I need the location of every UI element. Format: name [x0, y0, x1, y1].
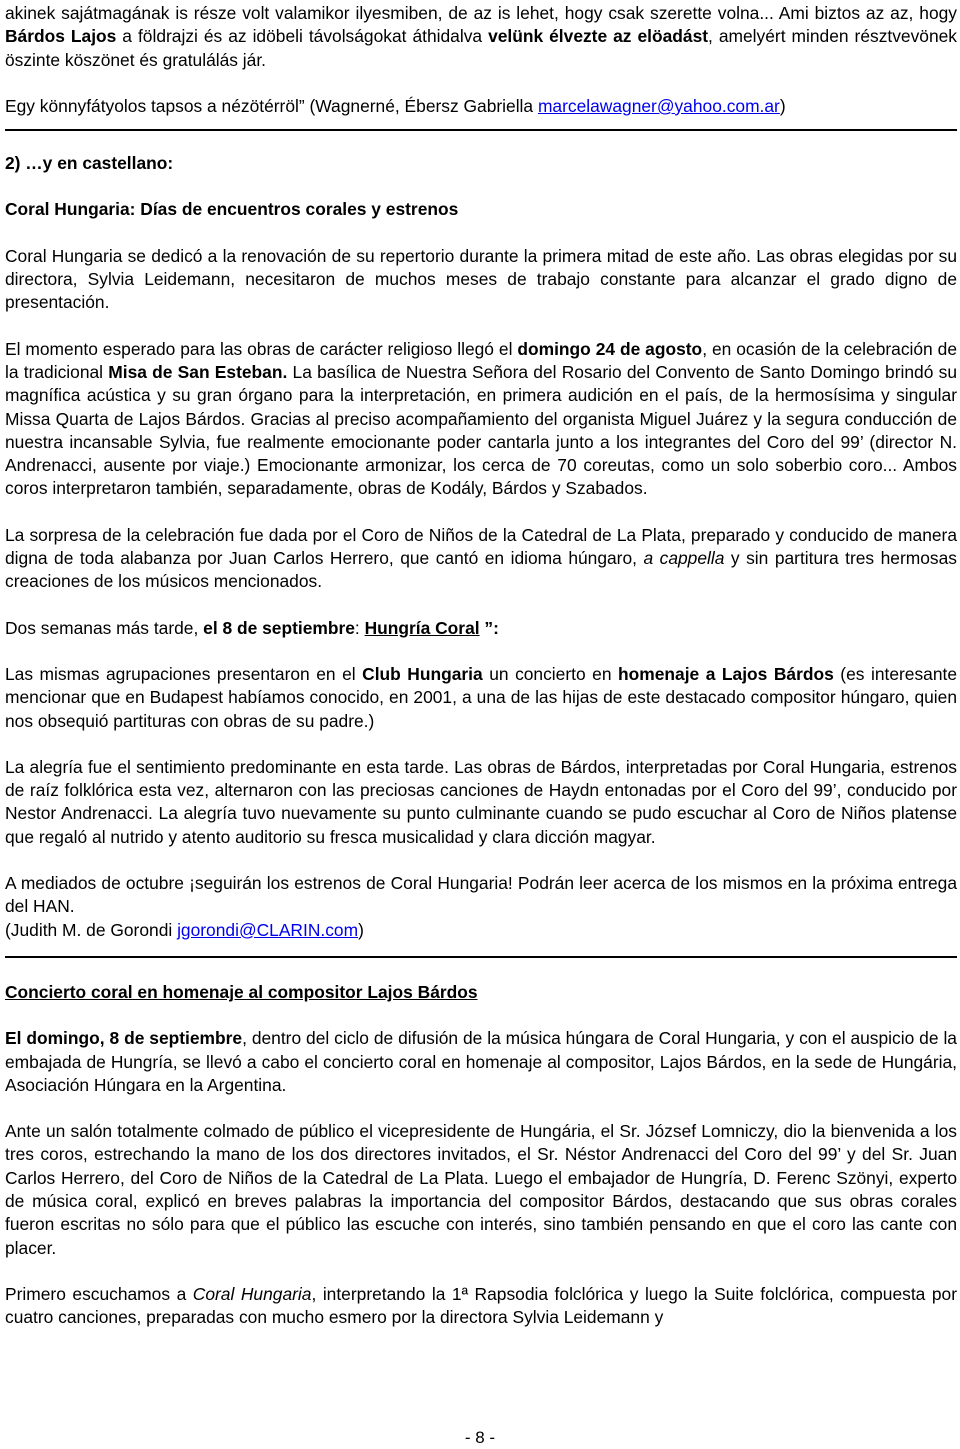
paragraph-hungria-coral	[5, 617, 957, 640]
bold-text: velünk élvezte az elöadást	[488, 26, 709, 47]
heading-text: Concierto coral en homenaje al compositor Lajos Bárdos	[5, 981, 478, 1002]
article-title-concierto	[5, 981, 957, 1004]
paragraph-sorpresa	[5, 524, 957, 594]
text: )	[779, 95, 786, 116]
section-divider	[5, 956, 957, 958]
text: a földrajzi és az idöbeli távolságokat áthidalva	[116, 26, 489, 47]
text: Primero escuchamos a	[5, 1283, 193, 1304]
text: El momento esperado para las obras de carácter religioso llegó el	[5, 338, 518, 359]
text: A mediados de octubre ¡seguirán los estrenos de Coral Hungaria! Podrán leer acerca de los mismos en la próxima entrega del HAN.	[5, 873, 957, 917]
paragraph-club-hungaria	[5, 663, 957, 733]
bold-text: domingo 24 de agosto	[517, 338, 703, 359]
bold-text: Misa de San Esteban.	[108, 361, 288, 382]
signature-gorondi	[5, 919, 957, 942]
newsletter-page	[5, 2, 957, 1329]
text: Las mismas agrupaciones presentaron en el	[5, 663, 363, 684]
text: (es interesante mencionar que en Budapest habíamos conocido, en 2001, a una de las hijas de este destacado compositor húngaro, quien nos obsequió partituras con obras de su padre.)	[5, 663, 958, 731]
text: , en ocasión de la celebración de la tradicional	[5, 338, 957, 382]
italic-text: Coral Hungaria	[192, 1283, 312, 1304]
section-heading-castellano	[5, 152, 957, 175]
text: un concierto en	[482, 663, 619, 684]
text: La basílica de Nuestra Señora del Rosario del Convento de Santo Domingo brindó su magnífica acústica y su gran órgano para la interpretación, en primera audición en el país, de la hermosísima y singular Missa Quarta de Lajos Bárdos. Gracias al preciso acompañamiento del organista Miguel Juárez y la segura conducción de nuestra incansable Sylvia, fue realmente emocionante poder cantarla junto a los integrantes del Coro del 99’ (director N. Andrenacci, ausente por viaje.) Emocionante armonizar, los cerca de 70 coreutas, como un solo soberbio coro... Ambos coros interpretaron también, separadamente, obras de Kodály, Bárdos y Szabados.	[5, 361, 957, 499]
bold-text: ”:	[479, 617, 499, 638]
paragraph-signature-wagner	[5, 95, 957, 118]
heading-text: 2) …y en castellano:	[5, 153, 174, 174]
paragraph-primero	[5, 1283, 957, 1330]
underlined-title: Hungría Coral	[364, 617, 480, 638]
email-link-gorondi[interactable]: jgorondi@CLARIN.com	[177, 919, 359, 940]
section-divider	[5, 129, 957, 131]
text: Dos semanas más tarde,	[5, 617, 204, 638]
paragraph-domingo	[5, 1027, 957, 1097]
text: akinek sajátmagának is része volt valamikor ilyesmiben, de az is lehet, hogy csak szerette volna... Ami biztos az az, hogy	[5, 3, 957, 23]
heading-text: Coral Hungaria: Días de encuentros corales y estrenos	[5, 199, 459, 220]
text: , amelyért minden résztvevönek öszinte köszönet és gratulálás jár.	[5, 26, 957, 70]
email-link-wagner[interactable]: marcelawagner@yahoo.com.ar	[537, 95, 780, 116]
text: :	[354, 617, 365, 638]
text: (Judith M. de Gorondi	[5, 919, 178, 940]
bold-text: homenaje a Lajos Bárdos	[618, 663, 834, 684]
text: )	[358, 919, 364, 940]
text: , dentro del ciclo de difusión de la música húngara de Coral Hungaria, y con el auspicio de la embajada de Hungría, se llevó a cabo el concierto coral en homenaje al compositor, Lajos Bárdos, en la sede de Hungária, Asociación Húngara en la Argentina.	[5, 1028, 957, 1095]
text: y sin partitura tres hermosas creaciones de los músicos mencionados.	[5, 548, 957, 592]
paragraph-san-esteban	[5, 338, 957, 501]
text: , interpretando la 1ª Rapsodia folclórica y luego la Suite folclórica, compuesta por cuatro canciones, preparadas con mucho esmero por la directora Sylvia Leidemann y	[5, 1283, 957, 1328]
bold-text: El domingo, 8 de septiembre	[5, 1028, 243, 1049]
paragraph-repertoire: Coral Hungaria se dedicó a la renovación de su repertorio durante la primera mitad de este año. Las obras elegidas por su directora, Sylvia Leidemann, necesitaron de muchos meses de trabajo constante para alcanzar el grado digno de presentación.	[5, 245, 957, 313]
italic-text: a cappella	[643, 548, 725, 569]
bold-text: Bárdos Lajos	[5, 26, 117, 47]
text: La sorpresa de la celebración fue dada por el Coro de Niños de la Catedral de La Plata, preparado y conducido de manera digna de toda alabanza por Juan Carlos Herrero, que cantó en idioma húngaro,	[5, 524, 957, 569]
paragraph-salon: Ante un salón totalmente colmado de público el vicepresidente de Hungária, el Sr. József Lomniczy, dio la bienvenida a los tres coros, estrechando la mano de los dos directores invitados, el Sr. Néstor Andrenacci del Coro del 99’ y del Sr. Juan Carlos Herrero, del Coro de Niños de la Catedral de La Plata. Luego el embajador de Hungría, D. Ferenc Szönyi, experto de música coral, explicó en breves palabras la importancia del compositor Bárdos, destacando que sus obras corales fueron escritas no sólo para que el público las escuche con interés, sino también pensando en que el coro las cante con placer.	[5, 1121, 957, 1258]
article-title-coral	[5, 198, 957, 221]
paragraph-octubre	[5, 872, 957, 919]
paragraph-bardos-tribute	[5, 2, 957, 72]
page-number: - 8 -	[464, 1428, 496, 1447]
text: Egy könnyfátyolos tapsos a nézötérröl” (Wagnerné, Ébersz Gabriella	[5, 95, 538, 116]
bold-text: Club Hungaria	[362, 663, 483, 684]
bold-text: el 8 de septiembre	[203, 617, 355, 638]
paragraph-alegria: La alegría fue el sentimiento predominante en esta tarde. Las obras de Bárdos, interpretadas por Coral Hungaria, estrenos de raíz folklórica esta vez, alternaron con las preciosas canciones de Haydn entonadas por el Coro del 99’, conducido por Nestor Andrenacci. La alegría tuvo nuevamente su punto culminante cuando se pudo escuchar al Coro de Niños platense que regaló al nutrido y atento auditorio su fresca musicalidad y clara dicción magyar.	[5, 756, 957, 847]
